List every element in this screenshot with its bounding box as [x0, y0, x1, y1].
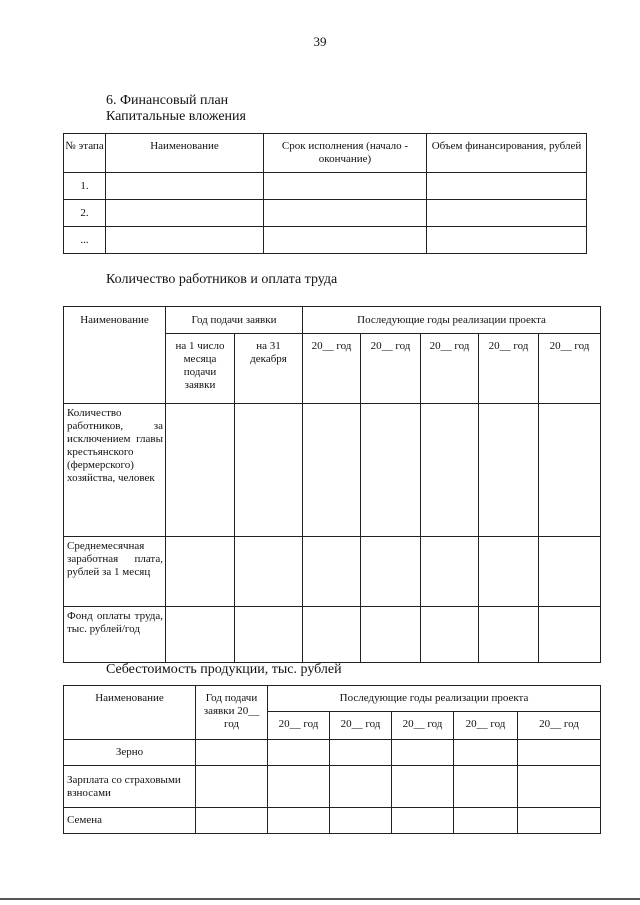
table-cell [392, 740, 454, 766]
header-stage-number: № этапа [64, 134, 106, 173]
table-cell [235, 537, 303, 607]
table-cell [303, 404, 361, 537]
header-application-year: Год подачи заявки 20__ год [196, 686, 268, 740]
year-column: 20__ год [479, 334, 539, 404]
year-column: 20__ год [330, 712, 392, 740]
table-cell [392, 808, 454, 834]
stage-2: 2. [64, 200, 106, 227]
table-cell [479, 607, 539, 663]
header-name: Наименование [106, 134, 264, 173]
header-application-year: Год подачи заявки [166, 307, 303, 334]
table-cell [479, 537, 539, 607]
header-financing: Объем финансирования, рублей [427, 134, 587, 173]
table-cell [427, 173, 587, 200]
year-column: 20__ год [361, 334, 421, 404]
cost-section-title: Себестоимость продукции, тыс. рублей [106, 662, 342, 677]
header-term: Срок исполнения (начало - окончание) [264, 134, 427, 173]
row-average-salary: Среднемесячная заработная плата, рублей за 1 месяц [64, 537, 166, 607]
cost-table [63, 685, 601, 834]
table-cell [303, 607, 361, 663]
table-cell [235, 607, 303, 663]
capital-investments-table [63, 133, 587, 254]
table-cell [106, 173, 264, 200]
section-title: 6. Финансовый план [106, 93, 229, 108]
table-cell [479, 404, 539, 537]
table-cell [518, 766, 601, 808]
table-cell [235, 404, 303, 537]
table-cell [106, 227, 264, 254]
table-cell [539, 404, 601, 537]
table-cell [303, 537, 361, 607]
table-cell [268, 740, 330, 766]
table-cell [361, 404, 421, 537]
section-subtitle: Капитальные вложения [106, 109, 246, 124]
table-cell [264, 173, 427, 200]
header-next-years: Последующие годы реализации проекта [268, 686, 601, 712]
table-cell [196, 808, 268, 834]
table-cell [106, 200, 264, 227]
header-next-years: Последующие годы реализации проекта [303, 307, 601, 334]
stage-more: ... [64, 227, 106, 254]
table-cell [454, 740, 518, 766]
year-column: 20__ год [539, 334, 601, 404]
year-column: 20__ год [421, 334, 479, 404]
page-number: 39 [313, 34, 327, 49]
table-cell [330, 740, 392, 766]
row-payroll-fund: Фонд оплаты труда, тыс. рублей/год [64, 607, 166, 663]
header-dec-31: на 31 декабря [235, 334, 303, 404]
table-cell [268, 808, 330, 834]
row-workers-count: Количество работников, за исключением главы крестьянского (фермерского) хозяйства, человек [64, 404, 166, 537]
table-cell [264, 200, 427, 227]
table-cell [264, 227, 427, 254]
header-name: Наименование [64, 686, 196, 740]
table-cell [427, 227, 587, 254]
table-cell [421, 607, 479, 663]
year-column: 20__ год [392, 712, 454, 740]
table-cell [361, 607, 421, 663]
table-cell [427, 200, 587, 227]
workers-table [63, 306, 601, 663]
header-name: Наименование [64, 307, 166, 404]
workers-section-title: Количество работников и оплата труда [106, 272, 338, 287]
year-column: 20__ год [518, 712, 601, 740]
table-cell [166, 607, 235, 663]
table-cell [361, 537, 421, 607]
table-cell [268, 766, 330, 808]
year-column: 20__ год [268, 712, 330, 740]
year-column: 20__ год [454, 712, 518, 740]
row-salary-contributions: Зарплата со страховыми взносами [64, 766, 196, 808]
table-cell [196, 766, 268, 808]
row-seeds: Семена [64, 808, 196, 834]
table-cell [421, 404, 479, 537]
table-cell [518, 808, 601, 834]
year-column: 20__ год [303, 334, 361, 404]
table-cell [421, 537, 479, 607]
table-cell [518, 740, 601, 766]
row-grain: Зерно [64, 740, 196, 766]
table-cell [166, 537, 235, 607]
table-cell [330, 808, 392, 834]
header-first-day: на 1 число месяца подачи заявки [166, 334, 235, 404]
table-cell [539, 537, 601, 607]
table-cell [330, 766, 392, 808]
table-cell [539, 607, 601, 663]
table-cell [454, 808, 518, 834]
page-bottom-edge [0, 898, 640, 900]
table-cell [392, 766, 454, 808]
table-cell [166, 404, 235, 537]
stage-1: 1. [64, 173, 106, 200]
table-cell [454, 766, 518, 808]
table-cell [196, 740, 268, 766]
